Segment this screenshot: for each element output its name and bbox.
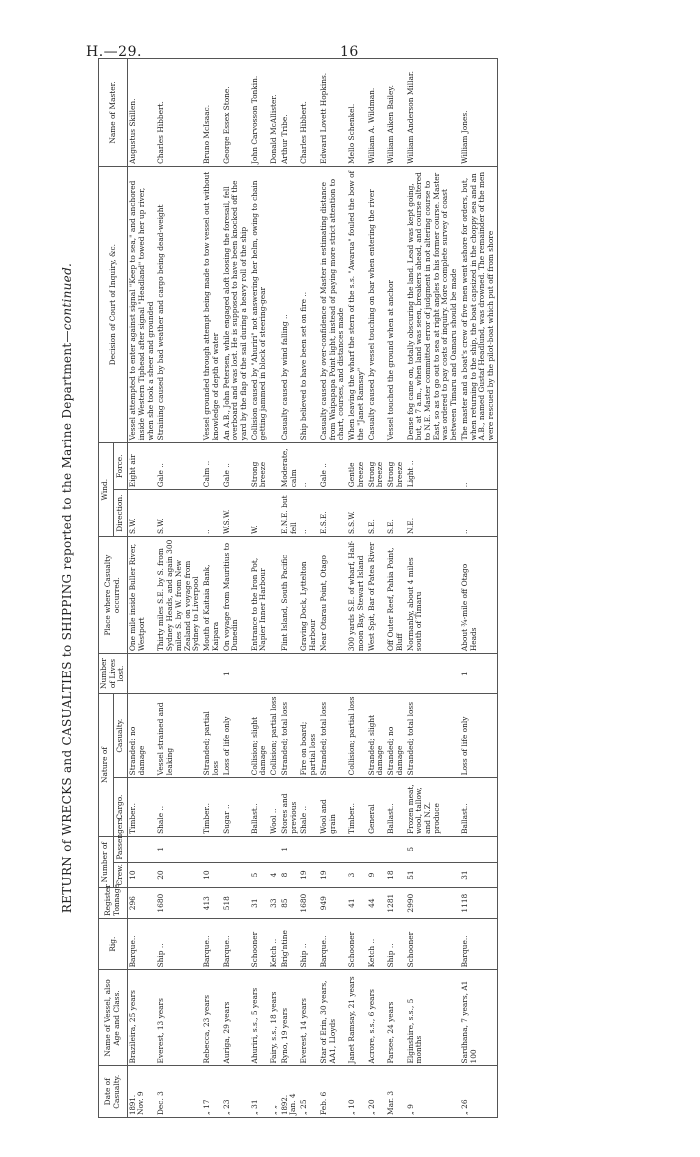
cell-decision: Vessel grounded through attempt being made to tow vessel out without knowledge of depth of water — [202, 166, 221, 442]
cell-lives: 1 — [460, 654, 497, 694]
col-wind-force: Force. — [113, 443, 128, 490]
cell-date — [347, 1066, 366, 1118]
col-wind: Wind. — [99, 443, 114, 537]
table-row — [128, 59, 157, 1118]
cell-master: John Carvosson Tonkin. — [250, 59, 269, 167]
cell-tonnage: 1281 — [386, 888, 405, 918]
col-place: Place where Casualty occurred. — [99, 537, 128, 654]
cell-rig: Ship .. — [156, 918, 202, 970]
cell-rig: Ship .. — [386, 918, 405, 970]
cell-cargo: Wool and grain — [319, 778, 347, 837]
cell-cargo: Frozen meat, wool, tallow, and N.Z. produce — [406, 778, 460, 837]
cell-date — [299, 1066, 318, 1118]
cell-decision: Dense fog came on, totally obscuring the land. Lead was kept going, but, at 7 a.m., when land was seen, breakers ahead, and course altered to N.E. Master committed error of judgment in not altering course to East, so as to go out to sea at right angles to his former course. Master was ordered to pay costs of inquiry. More complete survey of coast between Timaru and Oamaru should be made — [406, 166, 460, 442]
table-row — [250, 59, 269, 1118]
cell-wind-force: Gentle breeze — [347, 443, 366, 490]
cell-vessel: Janet Ramsay, 21 years — [347, 970, 366, 1066]
cell-wind-direction: .. — [299, 490, 318, 537]
cell-wind-direction: W. — [250, 490, 269, 537]
cell-lives — [280, 654, 299, 694]
cell-passengers — [319, 836, 347, 862]
cell-casualty: Collision; slight damage — [250, 693, 269, 777]
cell-crew: 3 — [347, 862, 366, 888]
cell-casualty: Loss of life only — [460, 693, 497, 777]
cell-date-text: Dec. 3 — [156, 1091, 166, 1115]
table-row — [460, 59, 497, 1118]
cell-lives: 1 — [222, 654, 250, 694]
cell-vessel: Acrore, s.s., 6 years — [367, 970, 386, 1066]
cell-place: Entrance to the Iron Pot, Napier Inner Harbour — [250, 537, 269, 654]
cell-master: George Essex Stone. — [222, 59, 250, 167]
cell-wind-force: Strong breeze — [386, 443, 405, 490]
cell-place: West Spit, Bar of Patea River — [367, 537, 386, 654]
cell-vessel: Star of Erin, 30 years, AA1, Lloyds — [319, 970, 347, 1066]
cell-wind-direction: N.E. — [406, 490, 460, 537]
cell-crew: 31 — [460, 862, 497, 888]
cell-crew: 51 — [406, 862, 460, 888]
casualty-table — [98, 58, 498, 1118]
cell-lives — [299, 654, 318, 694]
cell-date — [250, 1066, 269, 1118]
cell-date-text: „ 23 — [221, 1099, 231, 1115]
cell-lives — [202, 654, 221, 694]
cell-casualty: Loss of life only — [222, 693, 250, 777]
cell-master: Donald McAllister. — [269, 59, 280, 167]
cell-master: William Jones. — [460, 59, 497, 167]
cell-tonnage: 44 — [367, 888, 386, 918]
table-caption — [60, 58, 74, 1118]
cell-year: 1891. — [129, 1094, 138, 1115]
col-casualty: Casualty. — [113, 693, 128, 777]
cell-wind-direction: E.N.E. but fell — [280, 490, 299, 537]
cell-lives — [406, 654, 460, 694]
cell-date — [319, 1066, 347, 1118]
table-row — [406, 59, 460, 1118]
cell-passengers — [367, 836, 386, 862]
cell-tonnage: 296 — [128, 888, 157, 918]
cell-wind-force: Gale .. — [222, 443, 250, 490]
col-date: Date of Casualty. — [99, 1066, 128, 1118]
cell-tonnage: 1118 — [460, 888, 497, 918]
table-row — [269, 59, 280, 1118]
cell-rig: Brig'ntine — [280, 918, 299, 970]
table-row — [202, 59, 221, 1118]
cell-cargo: Timber.. — [128, 778, 157, 837]
cell-place: On voyage from Mauritius to Dunedin — [222, 537, 250, 654]
cell-place: Graving Dock, Lyttelton Harbour — [299, 537, 318, 654]
cell-decision: An A.B., John Petersen, while engaged aloft loosing the foresail, fell overboard and was lost. He is supposed to have been knocked off the yard by the flap of the sail during a heavy roll of the ship — [222, 166, 250, 442]
cell-tonnage: 85 — [280, 888, 299, 918]
cell-date-text: „ 17 — [202, 1099, 212, 1115]
cell-vessel: Elginshire, s.s., 5 months — [406, 970, 460, 1066]
cell-master: William Aiken Bailey. — [386, 59, 405, 167]
cell-lives — [367, 654, 386, 694]
cell-place: Off Outer Reef, Pahia Point, Bluff — [386, 537, 405, 654]
cell-date-text: „ 25 — [299, 1099, 309, 1115]
cell-place: 300 yards S.E. of wharf, Half-moon Bay, Stewart Island — [347, 537, 366, 654]
cell-place: About ¾-mile off Otago Heads — [460, 537, 497, 654]
cell-casualty: Vessel strained and leaking — [156, 693, 202, 777]
table-row — [156, 59, 202, 1118]
cell-tonnage: 949 — [319, 888, 347, 918]
col-passengers: Passengers. — [113, 836, 128, 862]
cell-place — [269, 537, 280, 654]
cell-rig: Ketch .. — [367, 918, 386, 970]
cell-wind-force: Calm .. — [202, 443, 221, 490]
col-rig: Rig. — [99, 918, 128, 970]
cell-vessel: Sardhana, 7 years, A1 100 — [460, 970, 497, 1066]
cell-master: Edward Lovett Hopkins. — [319, 59, 347, 167]
cell-tonnage: 2990 — [406, 888, 460, 918]
cell-tonnage: 33 — [269, 888, 280, 918]
table-row — [386, 59, 405, 1118]
table-row — [280, 59, 299, 1118]
cell-date-text: „ „ — [269, 1104, 279, 1115]
cell-decision: Vessel attempted to enter against signal "Keep to sea," and anchored inside Western Tiphead after signal "Headland" towed her up river, when she took a sheer and grounded — [128, 166, 157, 442]
cell-tonnage: 31 — [250, 888, 269, 918]
cell-rig: Schooner — [347, 918, 366, 970]
cell-wind-direction — [269, 490, 280, 537]
cell-tonnage: 413 — [202, 888, 221, 918]
cell-date-text: Mar. 3 — [386, 1090, 396, 1115]
cell-lives — [347, 654, 366, 694]
cell-crew: 19 — [319, 862, 347, 888]
cell-casualty: Collision; partial loss — [347, 693, 366, 777]
cell-passengers — [386, 836, 405, 862]
cell-vessel: Brazileira, 25 years — [128, 970, 157, 1066]
col-nature-of: Nature of — [99, 693, 114, 836]
cell-wind-force — [269, 443, 280, 490]
cell-decision: Casualty caused by over-confidence of Master in estimating distance from Waipapapa Point light, instead of paying more strict attention to chart, courses, and distances made — [319, 166, 347, 442]
cell-decision: The master and a boat's crew of five men went ashore for orders, but, when returning to the ship, the boat capsized in the choppy sea and an A.B., named Gustaf Headlund, was drowned. The remainder of the men were rescued by the pilot-boat which put off from shore — [460, 166, 497, 442]
cell-date-text: Nov. 9 — [136, 1091, 146, 1115]
cell-casualty: Stranded; total loss — [406, 693, 460, 777]
cell-crew: 19 — [299, 862, 318, 888]
cell-vessel: Auriga, 29 years — [222, 970, 250, 1066]
cell-casualty: Stranded: no damage — [128, 693, 157, 777]
cell-passengers — [269, 836, 280, 862]
cell-year: 1892. — [280, 1094, 289, 1115]
cell-wind-direction: .. — [460, 490, 497, 537]
cell-wind-force: Light .. — [406, 443, 460, 490]
cell-tonnage: 518 — [222, 888, 250, 918]
cell-date — [202, 1066, 221, 1118]
cell-passengers — [250, 836, 269, 862]
col-cargo: Cargo. — [113, 778, 128, 837]
caption-suffix: continued. — [60, 262, 74, 331]
cell-date-text: „ 10 — [347, 1099, 357, 1115]
cell-lives — [250, 654, 269, 694]
cell-decision: Straining caused by bad weather and cargo being dead-weight — [156, 166, 202, 442]
col-number-of: Number of — [99, 836, 114, 888]
rotated-table-region — [60, 58, 660, 1118]
cell-cargo: Stores and previous — [280, 778, 299, 837]
cell-cargo: Timber.. — [347, 778, 366, 837]
cell-wind-force: Strong breeze — [250, 443, 269, 490]
cell-date-text: Jan. 4 — [288, 1093, 298, 1115]
cell-rig: Schooner — [406, 918, 460, 970]
cell-wind-direction: S.E. — [367, 490, 386, 537]
cell-wind-force: Moderate, calm — [280, 443, 299, 490]
cell-cargo: Wool .. — [269, 778, 280, 837]
col-wind-direction: Direction. — [113, 490, 128, 537]
cell-wind-force: .. — [299, 443, 318, 490]
cell-date — [460, 1066, 497, 1118]
cell-vessel: Rebecca, 23 years — [202, 970, 221, 1066]
cell-rig: Barque.. — [202, 918, 221, 970]
cell-date — [367, 1066, 386, 1118]
col-lives: Number of Lives lost. — [99, 654, 128, 694]
cell-crew: 5 — [250, 862, 269, 888]
cell-casualty: Stranded; partial loss — [202, 693, 221, 777]
cell-cargo: Sugar .. — [222, 778, 250, 837]
cell-wind-force: Gale .. — [319, 443, 347, 490]
caption-title: RETURN of WRECKS and CASUALTIES to SHIPPING reported to the Marine Department— — [60, 330, 74, 914]
cell-place: One mile inside Buller River, Westport — [128, 537, 157, 654]
cell-casualty: Collision; partial loss — [269, 693, 280, 777]
cell-wind-force: .. — [460, 443, 497, 490]
cell-place: Thirty miles S.E. by S. from Sydney Heads, and again 300 miles S. by W. from New Zealand on voyage from Sydney to Liverpool — [156, 537, 202, 654]
document-reference: H.—29. — [86, 44, 142, 60]
cell-crew: 18 — [386, 862, 405, 888]
cell-decision: Casualty caused by vessel touching on bar when entering the river — [367, 166, 386, 442]
cell-lives — [319, 654, 347, 694]
cell-passengers — [460, 836, 497, 862]
cell-passengers — [222, 836, 250, 862]
cell-date-text: „ 20 — [366, 1099, 376, 1115]
cell-rig: Ship .. — [299, 918, 318, 970]
cell-place: Near Otarau Point, Otago — [319, 537, 347, 654]
cell-place: Mouth of Kaitaia Bank, Kaipara — [202, 537, 221, 654]
cell-wind-direction: S.W. — [128, 490, 157, 537]
cell-decision: Casualty caused by wind falling .. — [280, 166, 299, 442]
cell-place: Flint Island, South Pacific — [280, 537, 299, 654]
cell-date-text: Feb. 6 — [318, 1091, 328, 1115]
table-row — [299, 59, 318, 1118]
cell-master: William Anderson Millar. — [406, 59, 460, 167]
cell-cargo: Shale .. — [299, 778, 318, 837]
cell-date-text: „ 26 — [459, 1099, 469, 1115]
cell-wind-direction: W.S.W. — [222, 490, 250, 537]
cell-master: Augustus Skillen. — [128, 59, 157, 167]
cell-wind-force: Eight air — [128, 443, 157, 490]
cell-date-text: „ 31 — [249, 1099, 259, 1115]
cell-place: Normanby, about 4 miles south of Timaru — [406, 537, 460, 654]
cell-date — [156, 1066, 202, 1118]
cell-date — [280, 1066, 299, 1118]
cell-decision: Collision caused by "Ahuriri" not answering her helm, owing to chain getting jammed in block of steering-gear — [250, 166, 269, 442]
cell-date — [386, 1066, 405, 1118]
col-tonnage: Register Tonnage. — [99, 888, 128, 918]
cell-crew: 20 — [156, 862, 202, 888]
cell-rig: Barque.. — [460, 918, 497, 970]
cell-rig: Barque.. — [319, 918, 347, 970]
cell-rig: Ketch .. — [269, 918, 280, 970]
col-master: Name of Master. — [99, 59, 128, 167]
cell-casualty: Stranded; slight damage — [367, 693, 386, 777]
cell-master: Bruno McIsaac. — [202, 59, 221, 167]
cell-crew: 10 — [128, 862, 157, 888]
cell-casualty: Stranded; no damage — [386, 693, 405, 777]
cell-vessel: Everest, 13 years — [156, 970, 202, 1066]
table-row — [319, 59, 347, 1118]
cell-master: William A. Wildman. — [367, 59, 386, 167]
cell-date — [406, 1066, 460, 1118]
cell-lives — [128, 654, 157, 694]
cell-vessel: Ahuriri, s.s., 5 years — [250, 970, 269, 1066]
col-crew: Crew. — [113, 862, 128, 888]
cell-master: Charles Hibbert. — [299, 59, 318, 167]
cell-lives — [156, 654, 202, 694]
cell-casualty: Stranded; total loss — [280, 693, 299, 777]
cell-master: Charles Hibbert. — [156, 59, 202, 167]
cell-casualty: Fire on board; partial loss — [299, 693, 318, 777]
cell-passengers: 1 — [156, 836, 202, 862]
cell-passengers — [202, 836, 221, 862]
cell-decision: When leaving the wharf the stern of the s.s. "Awarua" fouled the bow of the "Janet Ramsay" — [347, 166, 366, 442]
cell-vessel: Everest, 14 years — [299, 970, 318, 1066]
col-vessel: Name of Vessel, also Age and Class. — [99, 970, 128, 1066]
cell-vessel: Parsee, 24 years — [386, 970, 405, 1066]
cell-cargo: Timber.. — [202, 778, 221, 837]
cell-crew — [222, 862, 250, 888]
table-row — [367, 59, 386, 1118]
cell-lives — [386, 654, 405, 694]
cell-wind-force: Strong breeze — [367, 443, 386, 490]
cell-decision — [269, 166, 280, 442]
cell-wind-direction: S.E. — [386, 490, 405, 537]
cell-master: Arthur Tribe. — [280, 59, 299, 167]
col-decision: Decision of Court of Inquiry, &c. — [99, 166, 128, 442]
table-row — [222, 59, 250, 1118]
cell-rig: Barque.. — [128, 918, 157, 970]
cell-date-text: „ 9 — [405, 1104, 415, 1115]
cell-crew: 4 — [269, 862, 280, 888]
cell-wind-direction: E.S.E. — [319, 490, 347, 537]
cell-rig: Schooner — [250, 918, 269, 970]
page-number: 16 — [340, 44, 359, 60]
cell-tonnage: 41 — [347, 888, 366, 918]
cell-crew: 8 — [280, 862, 299, 888]
cell-vessel: Ryno, 19 years — [280, 970, 299, 1066]
cell-passengers — [299, 836, 318, 862]
cell-passengers: 1 — [280, 836, 299, 862]
cell-passengers: 5 — [406, 836, 460, 862]
cell-wind-direction: S.W. — [156, 490, 202, 537]
cell-passengers — [128, 836, 157, 862]
cell-cargo: Ballast.. — [250, 778, 269, 837]
cell-crew: 9 — [367, 862, 386, 888]
cell-passengers — [347, 836, 366, 862]
cell-wind-direction: .. — [202, 490, 221, 537]
cell-decision: Ship believed to have been set on fire .. — [299, 166, 318, 442]
cell-cargo: Shale .. — [156, 778, 202, 837]
cell-tonnage: 1680 — [299, 888, 318, 918]
cell-cargo: Ballast.. — [460, 778, 497, 837]
cell-cargo: General — [367, 778, 386, 837]
cell-vessel: Fairy, s.s., 18 years — [269, 970, 280, 1066]
cell-date — [128, 1066, 157, 1118]
cell-lives — [269, 654, 280, 694]
cell-master: Mello Schenkel. — [347, 59, 366, 167]
cell-date — [222, 1066, 250, 1118]
cell-casualty: Stranded; total loss — [319, 693, 347, 777]
cell-wind-direction: S.S.W. — [347, 490, 366, 537]
cell-wind-force: Gale .. — [156, 443, 202, 490]
table-row — [347, 59, 366, 1118]
cell-rig: Barque.. — [222, 918, 250, 970]
cell-crew: 10 — [202, 862, 221, 888]
cell-cargo: Ballast.. — [386, 778, 405, 837]
cell-tonnage: 1680 — [156, 888, 202, 918]
cell-decision: Vessel touched the ground when at anchor — [386, 166, 405, 442]
cell-date — [269, 1066, 280, 1118]
